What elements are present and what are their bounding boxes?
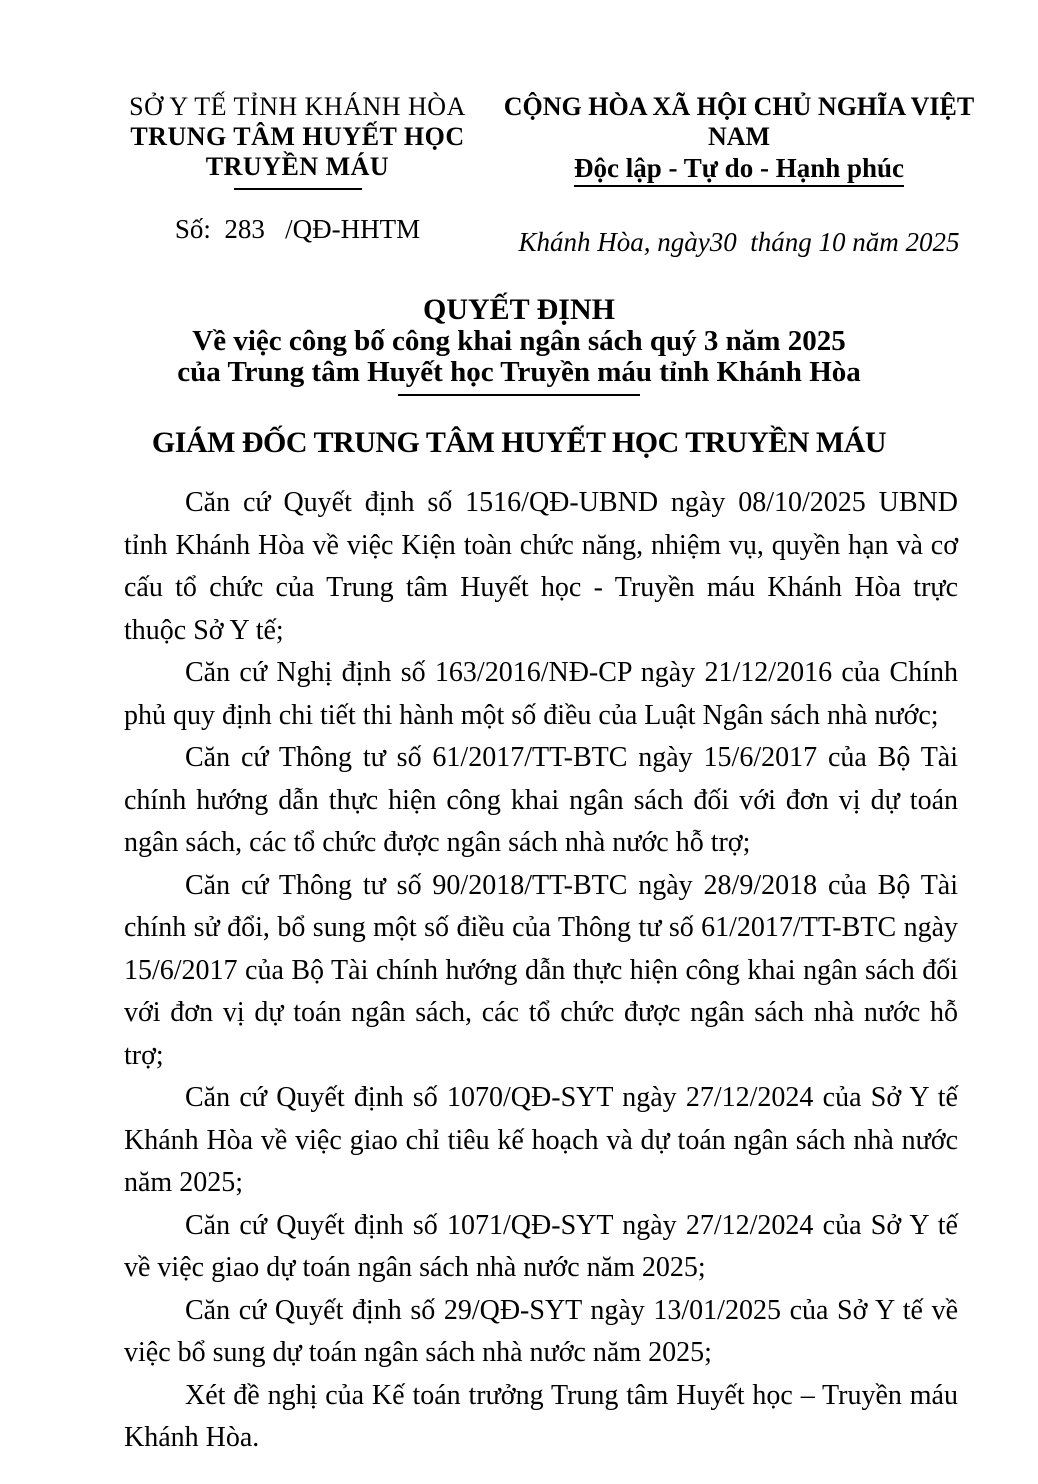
decision-title-block [0, 294, 1038, 460]
body-paragraph: Căn cứ Nghị định số 163/2016/NĐ-CP ngày 21/12/2016 của Chính phủ quy định chi tiết thi hành một số điều của Luật Ngân sách nhà nước; [124, 657, 958, 731]
body-paragraph: Xét đề nghị của Kế toán trưởng Trung tâm Huyết học – Truyền máu Khánh Hòa. [124, 1379, 958, 1453]
body-paragraph: Căn cứ Quyết định số 29/QĐ-SYT ngày 13/01/2025 của Sở Y tế về việc bổ sung dự toán ngân sách nhà nước năm 2025; [124, 1294, 958, 1368]
body-paragraph: Căn cứ Quyết định số 1516/QĐ-UBND ngày 08/10/2025 UBND tỉnh Khánh Hòa về việc Kiện toàn chức năng, nhiệm vụ, quyền hạn và cơ cấu tổ chức của Trung tâm Huyết học - Truyền máu Khánh Hòa trực thuộc Sở Y tế; [124, 487, 958, 646]
national-title: CỘNG HÒA XÃ HỘI CHỦ NGHĨA VIỆT NAM [503, 92, 975, 151]
document-body [124, 482, 958, 1460]
decision-heading: QUYẾT ĐỊNH [423, 293, 615, 326]
org-name-line-2: TRUYỀN MÁU [205, 152, 390, 181]
document-header [0, 0, 1038, 258]
title-separator-rule [398, 394, 640, 396]
document-number: Số: 283 /QĐ-HHTM [174, 214, 421, 244]
org-name-line-1: TRUNG TÂM HUYẾT HỌC [130, 122, 465, 151]
decision-subject-line-1: Về việc công bố công khai ngân sách quý 3 năm 2025 [192, 325, 846, 357]
org-block-rule [234, 188, 362, 190]
body-paragraph: Căn cứ Thông tư số 90/2018/TT-BTC ngày 28/9/2018 của Bộ Tài chính sử đổi, bổ sung một số điều của Thông tư số 61/2017/TT-BTC ngày 15/6/2017 của Bộ Tài chính hướng dẫn thực hiện công khai ngân sách đối với đơn vị dự toán ngân sách, các tổ chức được ngân sách nhà nước hỗ trợ; [124, 869, 958, 1071]
body-paragraph: Căn cứ Thông tư số 61/2017/TT-BTC ngày 15/6/2017 của Bộ Tài chính hướng dẫn thực hiện công khai ngân sách đối với đơn vị dự toán ngân sách, các tổ chức được ngân sách nhà nước hỗ trợ; [124, 742, 958, 858]
body-paragraph: Căn cứ Quyết định số 1071/QĐ-SYT ngày 27/12/2024 của Sở Y tế về việc giao dự toán ngân sách nhà nước năm 2025; [124, 1209, 958, 1283]
national-header-block [490, 92, 988, 258]
org-parent-name: SỞ Y TẾ TỈNH KHÁNH HÒA [129, 92, 466, 121]
issuer-title: GIÁM ĐỐC TRUNG TÂM HUYẾT HỌC TRUYỀN MÁU [151, 426, 887, 459]
issuing-org-block [105, 92, 490, 245]
decision-subject-line-2: của Trung tâm Huyết học Truyền máu tỉnh Khánh Hòa [177, 356, 861, 388]
body-paragraph: Căn cứ Quyết định số 1070/QĐ-SYT ngày 27/12/2024 của Sở Y tế Khánh Hòa về việc giao chỉ tiêu kế hoạch và dự toán ngân sách nhà nước năm 2025; [124, 1082, 958, 1198]
place-date-line: Khánh Hòa, ngày30 tháng 10 năm 2025 [518, 227, 960, 257]
national-motto: Độc lập - Tự do - Hạnh phúc [574, 152, 904, 187]
